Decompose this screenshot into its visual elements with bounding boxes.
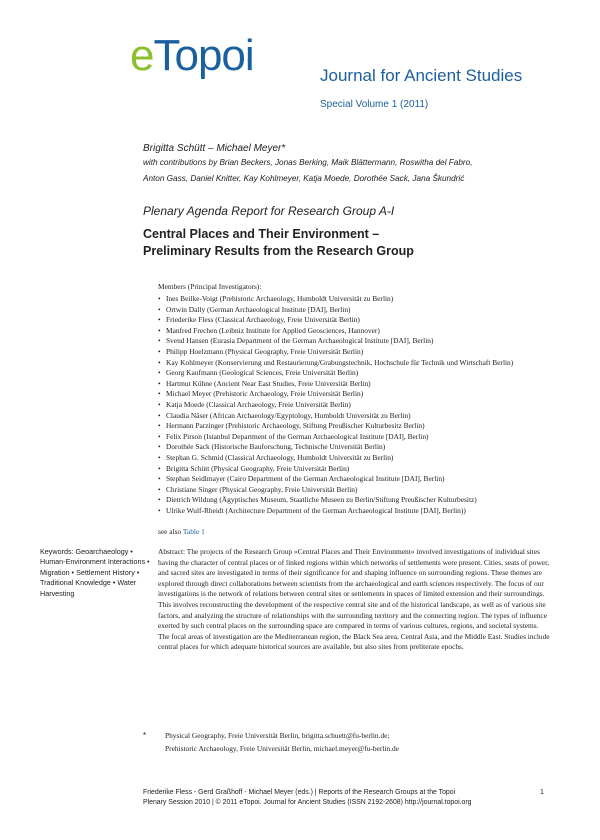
contributors-line-2: Anton Gass, Daniel Knitter, Kay Kohlmeyer, Katja Moede, Dorothée Sack, Jana Škundrić <box>143 174 465 183</box>
member-item: • Brigitta Schütt (Physical Geography, Freie Universität Berlin) <box>158 464 548 475</box>
member-item: • Felix Pirson (Istanbul Department of the German Archaeological Institute [DAI], Berlin) <box>158 432 548 443</box>
footer-line-1: Friederike Fless - Gerd Graßhoff - Michael Meyer (eds.) | Reports of the Research Groups at the Topoi <box>143 789 456 796</box>
article-title-line-2: Preliminary Results from the Research Group <box>143 244 414 258</box>
see-also <box>158 527 205 536</box>
etopoi-logo <box>130 31 254 80</box>
members-label: Members (Principal Investigators): <box>158 282 262 291</box>
logo-topoi: Topoi <box>153 31 254 80</box>
page-number: 1 <box>540 789 544 796</box>
member-item: • Georg Kaufmann (Geological Sciences, Freie Universität Berlin) <box>158 368 548 379</box>
keywords: Keywords: Geoarchaeology • Human-Environment Interactions • Migration • Settlement History • Traditional Knowledge • Water Harvesting <box>40 547 150 598</box>
abstract: Abstract: The projects of the Research Group »Central Places and Their Environment« involved investigations of individual sites having the character of central places or of linked regions within which networks of settlements were present. Cities, seats of power, and sacred sites are investigated in terms of their significance for and shaping influence on surrounding regions. These themes are explored through direct collaborations between scientists from the archaeological and earth sciences respectively. The focus of our investigations is the network of relations between central sites or settlements in spaces of limited extension and their surroundings. This involves reconstructing the development of the respective central site and of the historical landscape, as well as of various site factors, and analyzing the structure of relationships with the surrounding territory and the connecting region. The types of influence exerted by such central places on the surrounding space are compared in terms of various cultures, regions, and societal systems. The focal areas of investigation are the Mediterranean region, the Black Sea area, Central Asia, and the Middle East. Studies include central places for which adequate historical sources are available, but also sites from preliterate epochs. <box>158 547 550 652</box>
member-item: • Ulrike Wulf-Rheidt (Architecture Department of the German Archaeological Institute [DAI], Berlin)) <box>158 506 548 517</box>
contributors-line-1: with contributions by Brian Beckers, Jonas Berking, Maik Blättermann, Roswitha del Fabro, <box>143 158 473 167</box>
member-item: • Stephan G. Schmid (Classical Archaeology, Humboldt Universität zu Berlin) <box>158 453 548 464</box>
authors: Brigitta Schütt – Michael Meyer* <box>143 143 286 154</box>
report-label: Plenary Agenda Report for Research Group A-I <box>143 204 395 218</box>
journal-title: Journal for Ancient Studies <box>320 66 523 85</box>
member-item: • Hermann Parzinger (Prehistoric Archaeology, Stiftung Preußischer Kulturbesitz Berlin) <box>158 421 548 432</box>
footnote-line-1: Physical Geography, Freie Universität Berlin, brigitta.schuett@fu-berlin.de; <box>165 731 390 740</box>
special-volume: Special Volume 1 (2011) <box>320 99 429 110</box>
member-item: • Dorothée Sack (Historische Bauforschung, Technische Universität Berlin) <box>158 442 548 453</box>
footer-line-2: Plenary Session 2010 | © 2011 eTopoi. Journal for Ancient Studies (ISSN 2192-2608) http://journal.topoi.org <box>143 799 472 806</box>
members-list <box>158 294 548 516</box>
member-item: • Katja Moede (Classical Archaeology, Freie Universität Berlin) <box>158 400 548 411</box>
member-item: • Hartmut Kühne (Ancient Near East Studies, Freie Universität Berlin) <box>158 379 548 390</box>
member-item: • Manfred Frechen (Leibniz Institute for Applied Geosciences, Hannover) <box>158 326 548 337</box>
member-item: • Ortwin Dally (German Archaeological Institute [DAI], Berlin) <box>158 305 548 316</box>
member-item: • Kay Kohlmeyer (Konservierung und Restaurierung/Grabungstechnik, Hochschule für Technik und Wirtschaft Berlin) <box>158 358 548 369</box>
table-1-link[interactable]: Table 1 <box>182 527 205 536</box>
logo-e: e <box>130 31 154 80</box>
article-title-line-1: Central Places and Their Environment – <box>143 227 380 241</box>
see-also-text: see also <box>158 527 182 536</box>
member-item: • Ines Beilke-Voigt (Prehistoric Archaeology, Humboldt Universität zu Berlin) <box>158 294 548 305</box>
member-item: • Svend Hansen (Eurasia Department of the German Archaeological Institute [DAI], Berlin) <box>158 336 548 347</box>
footnote-line-2: Prehistoric Archaeology, Freie Universität Berlin, michael.meyer@fu-berlin.de <box>165 744 399 753</box>
member-item: • Dietrich Wildung (Ägyptisches Museum, Staatliche Museen zu Berlin/Stiftung Preußischer Kulturbesitz) <box>158 495 548 506</box>
member-item: • Philipp Hoelzmann (Physical Geography, Freie Universität Berlin) <box>158 347 548 358</box>
member-item: • Michael Meyer (Prehistoric Archaeology, Freie Universität Berlin) <box>158 389 548 400</box>
member-item: • Friederike Fless (Classical Archaeology, Freie Universität Berlin) <box>158 315 548 326</box>
member-item: • Christiane Singer (Physical Geography, Freie Universität Berlin) <box>158 485 548 496</box>
member-item: • Claudia Näser (African Archaeology/Egyptology, Humboldt Universität zu Berlin) <box>158 411 548 422</box>
member-item: • Stephan Seidlmayer (Cairo Department of the German Archaeological Institute [DAI], Berlin) <box>158 474 548 485</box>
footnote-mark: * <box>143 731 147 740</box>
